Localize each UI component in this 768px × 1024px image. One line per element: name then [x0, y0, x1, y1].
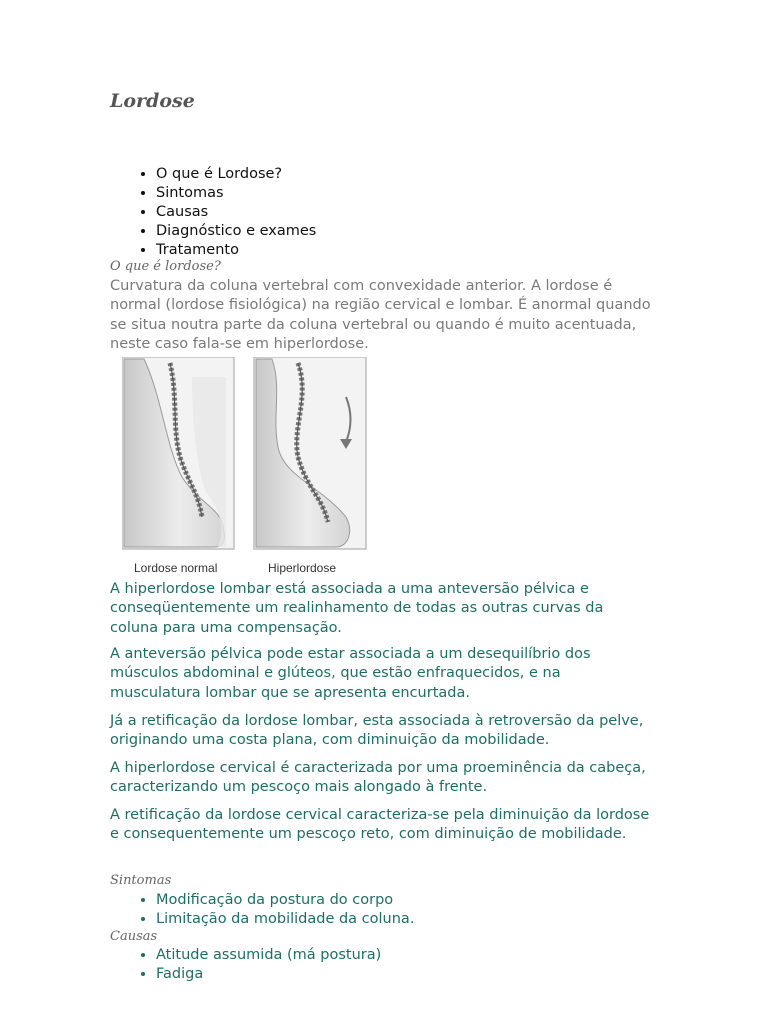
paragraph: A anteversão pélvica pode estar associada a um desequilíbrio dos músculos abdominal e glúteos, que estão enfraquecidos, e na musculatura lombar que se apresenta encurtada.: [110, 646, 591, 701]
list-item: • Diagnóstico e exames: [156, 222, 316, 241]
topics-list: [110, 165, 316, 260]
list-item: • Tratamento: [156, 241, 316, 260]
sintomas-heading: Sintomas: [110, 873, 172, 888]
list-item: • Modificação da postura do corpo: [156, 891, 414, 910]
list-item: • Fadiga: [156, 965, 381, 984]
spine-illustration: [122, 357, 382, 579]
paragraph: A retificação da lordose cervical caracteriza-se pela diminuição da lordose e consequentemente um pescoço reto, com diminuição de mobilidade.: [110, 807, 650, 843]
paragraph: A hiperlordose lombar está associada a uma anteversão pélvica e conseqüentemente um realinhamento de todas as outras curvas da coluna para uma compensação.: [110, 581, 604, 636]
list-item: • O que é Lordose?: [156, 165, 316, 184]
list-item: • Sintomas: [156, 184, 316, 203]
sintomas-list: [110, 891, 414, 929]
list-item: • Limitação da mobilidade da coluna.: [156, 910, 414, 929]
normal-lordosis-panel: [122, 357, 234, 549]
definition-heading: O que é lordose?: [110, 259, 221, 274]
causas-heading: Causas: [110, 929, 158, 944]
list-item: • Causas: [156, 203, 316, 222]
left-caption: Lordose normal: [134, 561, 218, 575]
definition-text: Curvatura da coluna vertebral com convexidade anterior. A lordose é normal (lordose fisiológica) na região cervical e lombar. É anormal quando se situa noutra parte da coluna vertebral ou quando é muito acentuada, neste caso fala-se em hiperlordose.: [110, 278, 651, 352]
page-title: Lordose: [110, 90, 195, 112]
list-item: • Atitude assumida (má postura): [156, 946, 381, 965]
causas-list: [110, 946, 381, 984]
paragraph: A hiperlordose cervical é caracterizada por uma proeminência da cabeça, caracterizando um pescoço mais alongado à frente.: [110, 760, 646, 796]
hyperlordosis-panel: [254, 357, 366, 549]
paragraph: Já a retificação da lordose lombar, esta associada à retroversão da pelve, originando uma costa plana, com diminuição da mobilidade.: [110, 713, 644, 749]
right-caption: Hiperlordose: [268, 561, 337, 575]
